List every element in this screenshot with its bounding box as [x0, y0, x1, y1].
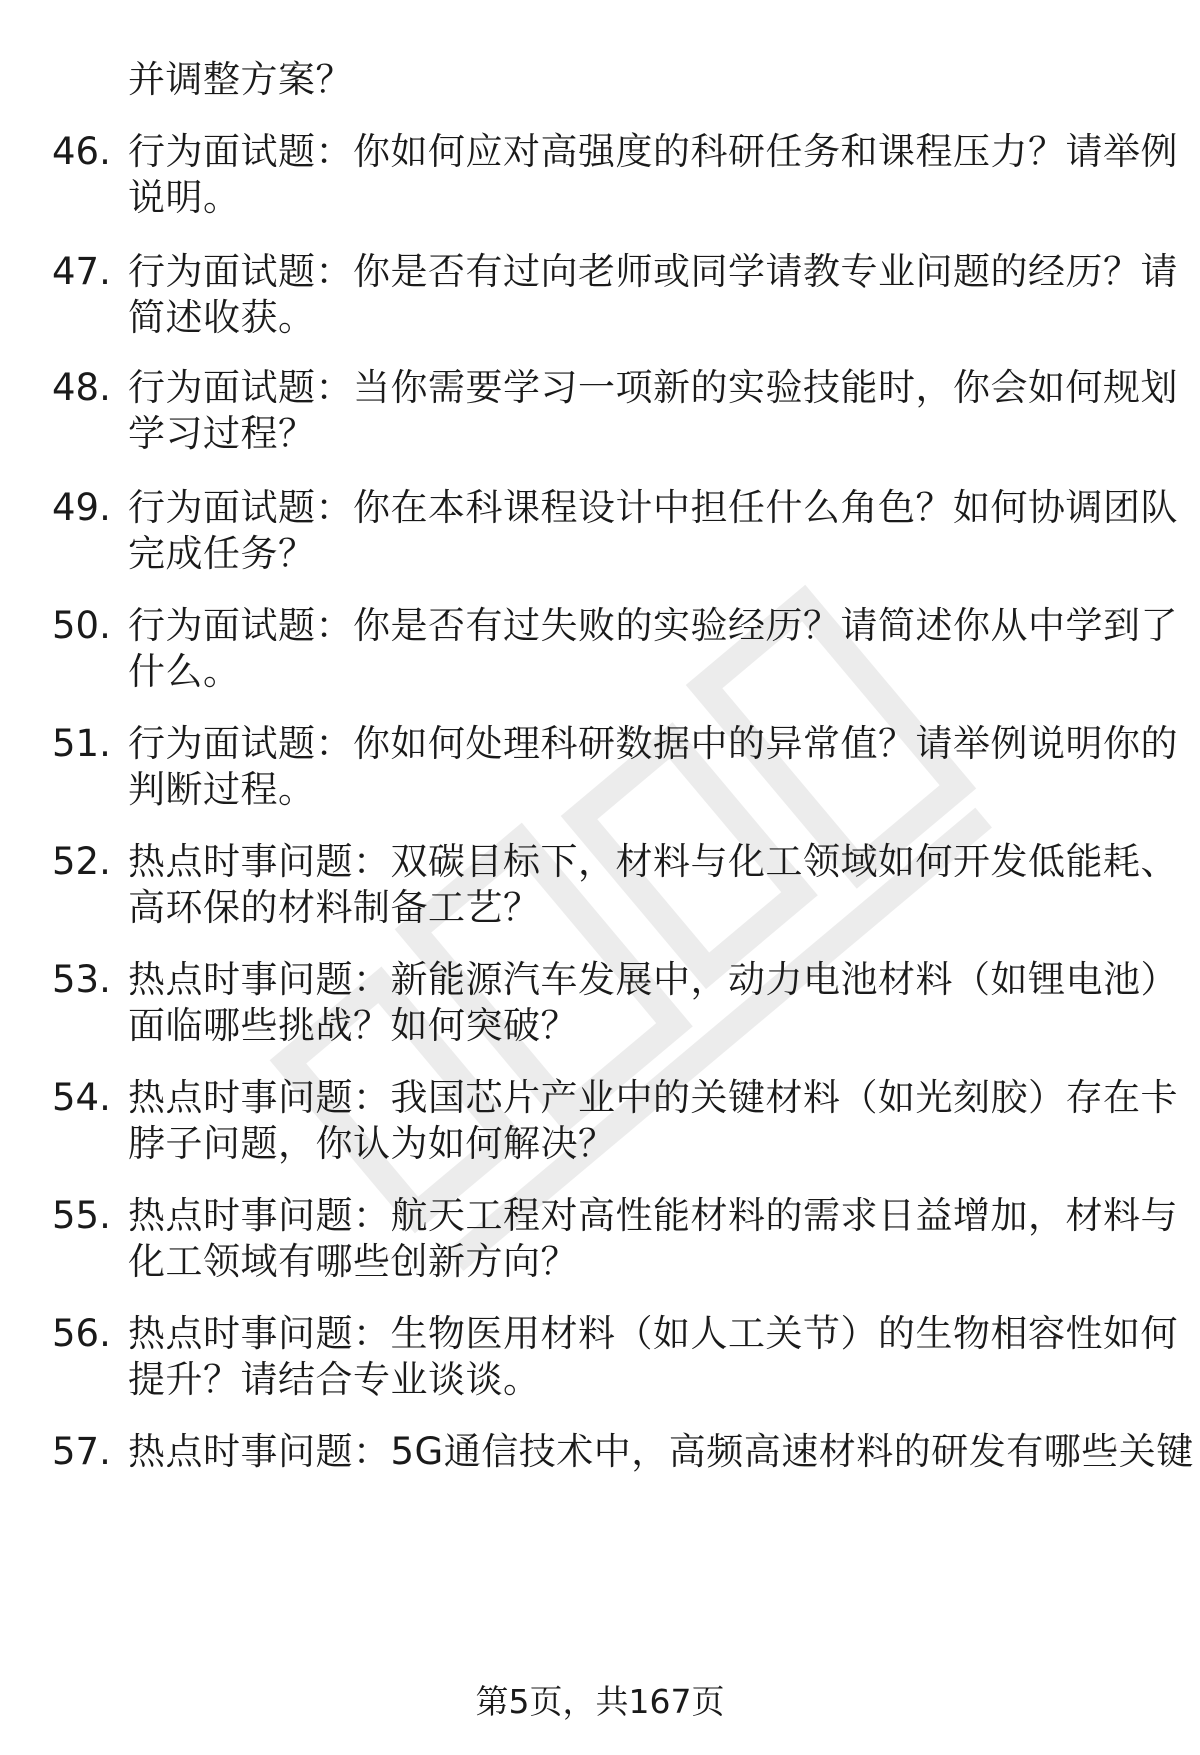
question-number: 47.	[52, 250, 111, 293]
question-number: 53.	[52, 958, 111, 1001]
question-text-cont: 说明。	[128, 176, 241, 219]
question-text-cont: 面临哪些挑战？如何突破？	[128, 1004, 578, 1047]
question-text: 行为面试题：你是否有过失败的实验经历？请简述你从中学到了	[128, 604, 1178, 647]
question-text: 行为面试题：你在本科课程设计中担任什么角色？如何协调团队	[128, 486, 1178, 529]
question-number: 50.	[52, 604, 111, 647]
question-text: 热点时事问题：5G通信技术中，高频高速材料的研发有哪些关键	[128, 1430, 1194, 1473]
question-number: 57.	[52, 1430, 111, 1473]
question-text-cont: 什么。	[128, 650, 241, 693]
question-text: 热点时事问题：生物医用材料（如人工关节）的生物相容性如何	[128, 1312, 1178, 1355]
question-text-cont: 高环保的材料制备工艺？	[128, 886, 541, 929]
question-text-cont: 简述收获。	[128, 296, 316, 339]
question-number: 49.	[52, 486, 111, 529]
question-text-cont: 脖子问题，你认为如何解决？	[128, 1122, 616, 1165]
question-text-cont: 判断过程。	[128, 768, 316, 811]
question-number: 54.	[52, 1076, 111, 1119]
question-text: 热点时事问题：双碳目标下，材料与化工领域如何开发低能耗、	[128, 840, 1178, 883]
question-text: 热点时事问题：航天工程对高性能材料的需求日益增加，材料与	[128, 1194, 1178, 1237]
question-text-cont: 化工领域有哪些创新方向？	[128, 1240, 578, 1283]
question-number: 46.	[52, 130, 111, 173]
question-number: 52.	[52, 840, 111, 883]
question-text: 热点时事问题：我国芯片产业中的关键材料（如光刻胶）存在卡	[128, 1076, 1178, 1119]
page-footer: 第5页，共167页	[475, 1682, 725, 1721]
continued-text: 并调整方案？	[128, 58, 353, 101]
question-text: 行为面试题：当你需要学习一项新的实验技能时，你会如何规划	[128, 366, 1178, 409]
question-number: 48.	[52, 366, 111, 409]
question-number: 56.	[52, 1312, 111, 1355]
question-text-cont: 完成任务？	[128, 532, 316, 575]
question-text: 行为面试题：你如何应对高强度的科研任务和课程压力？请举例	[128, 130, 1178, 173]
question-text: 行为面试题：你是否有过向老师或同学请教专业问题的经历？请	[128, 250, 1178, 293]
question-text: 行为面试题：你如何处理科研数据中的异常值？请举例说明你的	[128, 722, 1178, 765]
question-text-cont: 学习过程？	[128, 412, 316, 455]
question-text: 热点时事问题：新能源汽车发展中，动力电池材料（如锂电池）	[128, 958, 1178, 1001]
question-number: 55.	[52, 1194, 111, 1237]
question-number: 51.	[52, 722, 111, 765]
question-text-cont: 提升？请结合专业谈谈。	[128, 1358, 541, 1401]
